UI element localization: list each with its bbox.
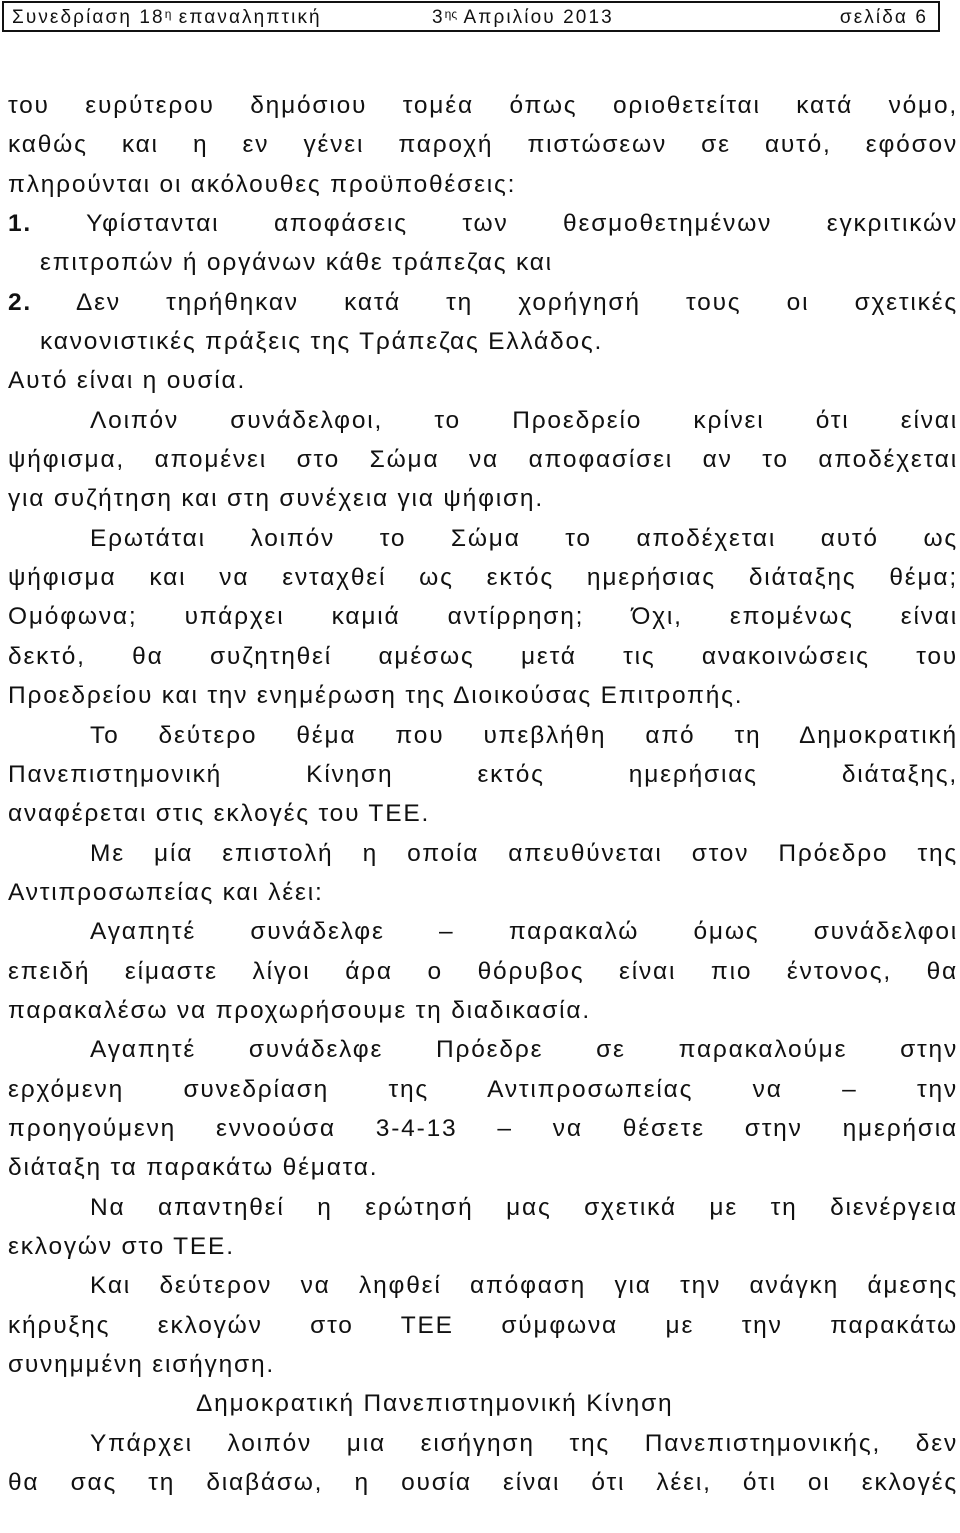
list-item-2	[8, 283, 958, 322]
text-line: θα σας τη διαβάσω, η ουσία είναι ότι λέει, ότι οι εκλογές	[8, 1469, 958, 1497]
session-label: Συνεδρίαση $18^\eta$ επαναληπτική	[12, 7, 322, 28]
text-line: ερχόμενη συνεδρίαση της Αντιπροσωπείας να – την	[8, 1075, 958, 1103]
text-line: Αγαπητέ συνάδελφε – παρακαλώ όμως συνάδελφοι	[90, 918, 958, 946]
text-line: πληρούνται οι ακόλουθες προϋποθέσεις:	[8, 170, 517, 198]
list-number: 1.	[8, 210, 33, 238]
text-line: κανονιστικές πράξεις της Τράπεζας Ελλάδος.	[40, 328, 604, 356]
text-line: κήρυξης εκλογών στο ΤΕΕ σύμφωνα με την παρακάτω	[8, 1311, 958, 1339]
list-text: Υφίστανται αποφάσεις των θεσμοθετημένων εγκριτικών	[32, 210, 958, 238]
list-number: 2.	[8, 288, 33, 316]
text-line: ψήφισμα και να ενταχθεί ως εκτός ημερήσιας διάταξης θέμα;	[8, 564, 958, 592]
text-line: του ευρύτερου δημόσιου τομέα όπως οριοθετείται κατά νόμο,	[8, 92, 958, 119]
text-line: Το δεύτερο θέμα που υπεβλήθη από τη Δημοκρατική	[90, 721, 958, 749]
text-line: προηγούμενη εννοούσα 3-4-13 – να θέσετε στην ημερήσια	[8, 1114, 958, 1142]
text-line: επειδή είμαστε λίγοι άρα ο θόρυβος είναι πιο έντονος, θα	[8, 957, 958, 985]
text-line: εκλογών στο ΤΕΕ.	[8, 1232, 235, 1260]
page-header	[2, 1, 940, 32]
text-line: Και δεύτερον να ληφθεί απόφαση για την ανάγκη άμεσης	[90, 1272, 958, 1300]
text-line: παρακαλέσω να προχωρήσουμε τη διαδικασία.	[8, 996, 591, 1024]
text-line: Αντιπροσωπείας και λέει:	[8, 878, 324, 906]
signature-line: Δημοκρατική Πανεπιστημονική Κίνηση	[196, 1390, 674, 1418]
text-line: για συζήτηση και στη συνέχεια για ψήφιση.	[8, 485, 544, 513]
text-line: Ερωτάται λοιπόν το Σώμα το αποδέχεται αυτό ως	[90, 524, 958, 552]
list-item-1	[8, 204, 958, 243]
text-line: διάταξη τα παρακάτω θέματα.	[8, 1154, 379, 1182]
list-text: Δεν τηρήθηκαν κατά τη χορήγησή τους οι σχετικές	[32, 288, 958, 316]
transcript-body	[8, 86, 958, 1502]
text-line: καθώς και η εν γένει παροχή πιστώσεων σε αυτό, εφόσον	[8, 131, 958, 159]
text-line: ψήφισμα, απομένει στο Σώμα να αποφασίσει αν το αποδέχεται	[8, 446, 958, 474]
text-line: αναφέρεται στις εκλογές του ΤΕΕ.	[8, 800, 431, 828]
text-line: Αγαπητέ συνάδελφε Πρόεδρε σε παρακαλούμε στην	[90, 1036, 958, 1064]
text-line: Να απαντηθεί η ερώτησή μας σχετικά με τη διενέργεια	[90, 1193, 958, 1221]
text-line: επιτροπών ή οργάνων κάθε τράπεζας και	[40, 249, 553, 277]
text-line: Αυτό είναι η ουσία.	[8, 367, 247, 395]
text-line: Ομόφωνα; υπάρχει καμιά αντίρρηση; Όχι, επομένως είναι	[8, 603, 958, 631]
text-line: δεκτό, θα συζητηθεί αμέσως μετά τις ανακοινώσεις του	[8, 642, 958, 670]
text-line: συνημμένη εισήγηση.	[8, 1351, 275, 1378]
text-line: Υπάρχει λοιπόν μια εισήγηση της Πανεπιστημονικής, δεν	[90, 1429, 958, 1457]
session-date: $3^{\eta\varsigma}$ Απριλίου 2013	[432, 7, 614, 28]
page-number: σελίδα 6	[839, 7, 928, 28]
text-line: Λοιπόν συνάδελφοι, το Προεδρείο κρίνει ότι είναι	[90, 406, 958, 434]
text-line: Προεδρείου και την ενημέρωση της Διοικούσας Επιτροπής.	[8, 682, 744, 710]
text-line: Πανεπιστημονική Κίνηση εκτός ημερήσιας διάταξης,	[8, 760, 958, 788]
text-line: Με μία επιστολή η οποία απευθύνεται στον Πρόεδρο της	[90, 839, 958, 867]
